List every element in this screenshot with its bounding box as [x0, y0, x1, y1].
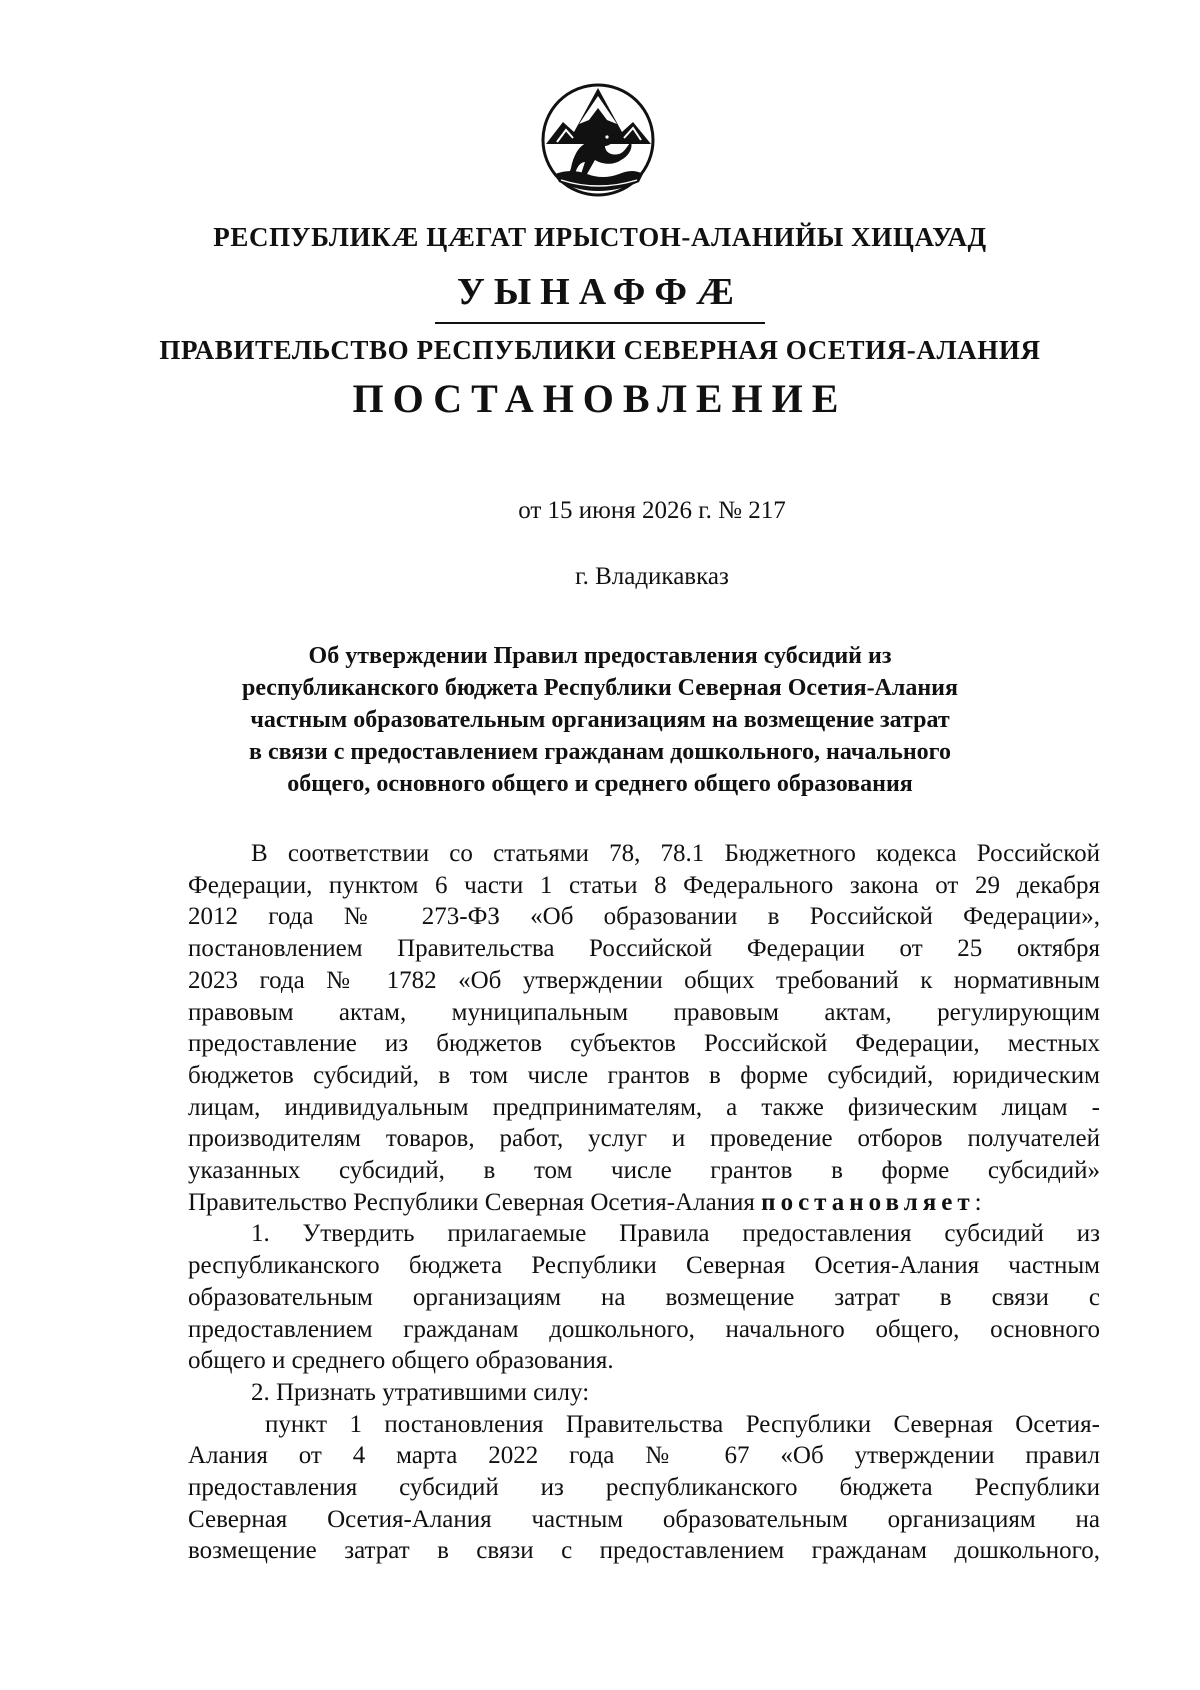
text-line: республиканского бюджета Республики Северная Осетия-Алания частным [188, 1252, 1100, 1280]
text-line: 2012 года № 273-ФЗ «Об образовании в Российской Федерации», [188, 903, 1100, 931]
title-line: общего, основного общего и среднего общего образования [287, 771, 913, 797]
text-line: Федерации, пунктом 6 части 1 статьи 8 Федерального закона от 29 декабря [188, 871, 1100, 899]
text-line: постановлением Правительства Российской Федерации от 25 октября [188, 935, 1100, 963]
coat-of-arms-emblem [541, 82, 656, 202]
text-line: производителям товаров, работ, услуг и проведение отборов получателей [188, 1125, 1100, 1153]
title-line: республиканского бюджета Республики Северная Осетия-Алания [242, 675, 958, 701]
title-line: частным образовательным организациям на возмещение затрат [250, 707, 950, 733]
document-city: г. Владикавказ [575, 563, 729, 590]
text-line: 2. Признать утратившими силу: [251, 1378, 590, 1406]
text-line: образовательным организациям на возмещение затрат в связи с [188, 1283, 1100, 1311]
text-line: предоставление из бюджетов субъектов Российской Федерации, местных [188, 1030, 1100, 1058]
text-line: предоставлением гражданам дошкольного, начального общего, основного [188, 1315, 1100, 1343]
preamble-final-text: Правительство Республики Северная Осетия-Алания [188, 1188, 762, 1216]
ossetian-authority-heading: РЕСПУБЛИКÆ ЦÆГАТ ИРЫСТОН-АЛАНИЙЫ ХИЦАУАД [213, 222, 987, 252]
item-2-sub-paragraph [188, 1409, 1100, 1568]
preamble-keyword: постановляет [761, 1188, 975, 1216]
text-line: 2023 года № 1782 «Об утверждении общих требований к нормативным [188, 966, 1100, 994]
text-line: Северная Осетия-Алания частным образовательным организациям на [188, 1505, 1100, 1533]
text-line: общего и среднего общего образования. [188, 1347, 614, 1375]
text-line: 1. Утвердить прилагаемые Правила предоставления субсидий из [251, 1220, 1100, 1248]
russian-doc-type-heading: ПОСТАНОВЛЕНИЕ [352, 376, 848, 421]
item-2-paragraph [188, 1377, 1100, 1409]
text-line: пункт 1 постановления Правительства Республики Северная Осетия- [265, 1410, 1100, 1438]
text-line [188, 1187, 1100, 1219]
header-divider [435, 322, 765, 324]
item-1-paragraph [188, 1218, 1100, 1377]
document-title [130, 640, 1070, 800]
text-line: В соответствии со статьями 78, 78.1 Бюджетного кодекса Российской [251, 840, 1100, 867]
ossetian-doc-type-heading: УЫНАФФÆ [456, 271, 744, 313]
title-line: в связи с предоставлением гражданам дошкольного, начального [249, 739, 951, 765]
text-line: бюджетов субсидий, в том числе грантов в форме субсидий, юридическим [188, 1061, 1100, 1089]
text-line: предоставления субсидий из республиканского бюджета Республики [188, 1474, 1100, 1502]
russian-authority-heading: ПРАВИТЕЛЬСТВО РЕСПУБЛИКИ СЕВЕРНАЯ ОСЕТИЯ-АЛАНИЯ [159, 335, 1041, 365]
text-line: Алания от 4 марта 2022 года № 67 «Об утверждении правил [188, 1442, 1100, 1470]
text-line: возмещение затрат в связи с предоставлением гражданам дошкольного, [188, 1537, 1100, 1565]
text-line: указанных субсидий, в том числе грантов в форме субсидий» [188, 1157, 1100, 1185]
preamble-paragraph [188, 838, 1100, 1218]
document-date-number: от 15 июня 2026 г. № 217 [518, 497, 786, 524]
title-line: Об утверждении Правил предоставления субсидий из [308, 643, 892, 669]
preamble-colon: : [974, 1188, 982, 1216]
document-body [188, 838, 1100, 1567]
text-line: лицам, индивидуальным предпринимателям, а также физическим лицам - [188, 1093, 1100, 1121]
text-line: правовым актам, муниципальным правовым актам, регулирующим [188, 998, 1100, 1026]
